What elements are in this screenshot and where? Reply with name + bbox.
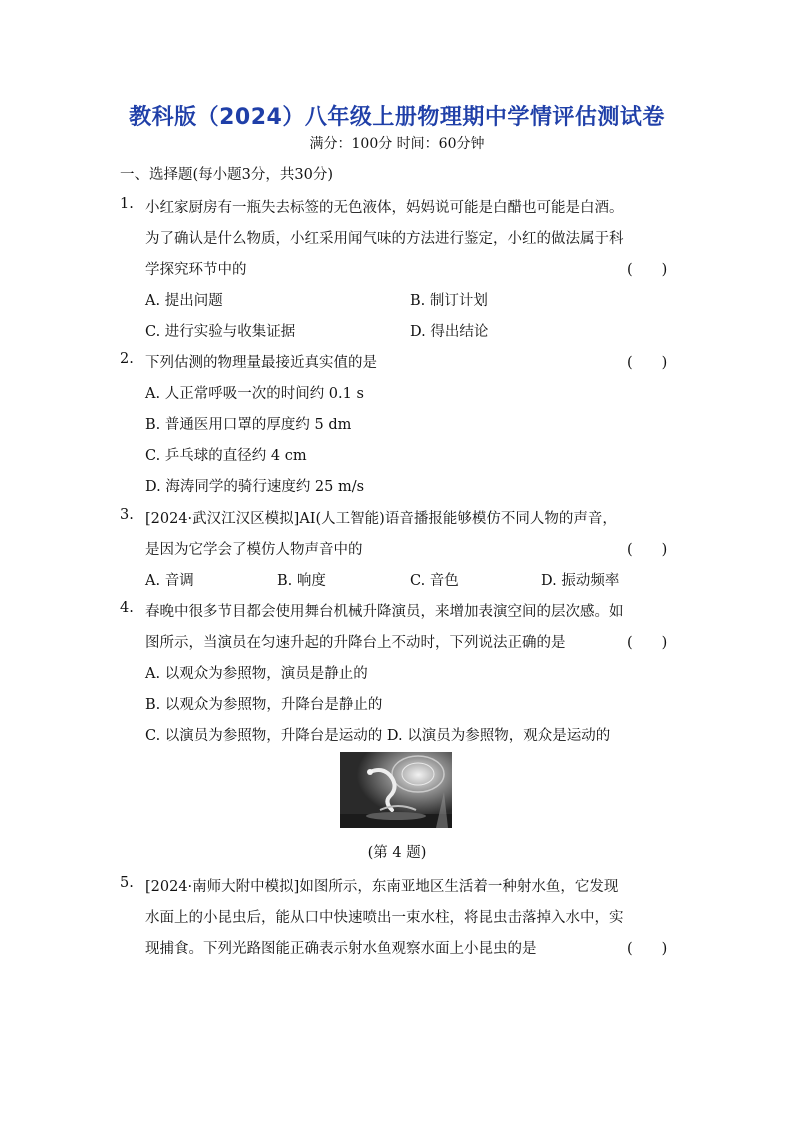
option-a: A. 音调 <box>145 573 194 589</box>
answer-blank: ( ) <box>627 941 668 957</box>
question-number: 1. <box>120 196 134 212</box>
question-number: 4. <box>120 600 134 616</box>
question-number: 3. <box>120 507 134 523</box>
answer-blank: ( ) <box>627 262 668 278</box>
question-text-line: 春晚中很多节目都会使用舞台机械升降演员，来增加表演空间的层次感。如 <box>145 604 624 620</box>
option-b: B. 以观众为参照物，升降台是静止的 <box>145 697 383 713</box>
option-a: A. 人正常呼吸一次的时间约 0.1 s <box>145 386 364 402</box>
option-c: C. 音色 <box>410 573 459 589</box>
option-d: D. 海涛同学的骑行速度约 25 m/s <box>145 479 365 495</box>
option-d: D. 振动频率 <box>541 573 620 589</box>
option-b: B. 制订计划 <box>410 293 488 309</box>
question-text-line: [2024·武汉江汉区模拟]AI(人工智能)语音播报能够模仿不同人物的声音， <box>145 511 617 527</box>
answer-blank: ( ) <box>627 635 668 651</box>
question-text-line: 是因为它学会了模仿人物声音中的 <box>145 542 363 558</box>
option-c-d: C. 以演员为参照物，升降台是运动的 D. 以演员为参照物，观众是运动的 <box>145 728 611 744</box>
question-text-line: 图所示，当演员在匀速升起的升降台上不动时，下列说法正确的是 <box>145 635 566 651</box>
question-text-line: 学探究环节中的 <box>145 262 247 278</box>
option-b: B. 普通医用口罩的厚度约 5 dm <box>145 417 352 433</box>
section-heading: 一、选择题(每小题3分，共30分) <box>120 167 333 183</box>
question-number: 5. <box>120 875 134 891</box>
option-a: A. 提出问题 <box>145 293 223 309</box>
stage-illustration <box>340 752 452 828</box>
question-text-line: 水面上的小昆虫后，能从口中快速喷出一束水柱，将昆虫击落掉入水中，实 <box>145 910 624 926</box>
option-c: C. 进行实验与收集证据 <box>145 324 296 340</box>
question-text-line: 现捕食。下列光路图能正确表示射水鱼观察水面上小昆虫的是 <box>145 941 537 957</box>
figure-caption: (第 4 题) <box>367 845 427 861</box>
answer-blank: ( ) <box>627 355 668 371</box>
exam-info: 满分：100分 时间：60分钟 <box>309 136 485 152</box>
option-c: C. 乒乓球的直径约 4 cm <box>145 448 307 464</box>
question-text-line: 小红家厨房有一瓶失去标签的无色液体，妈妈说可能是白醋也可能是白酒。 <box>145 200 624 216</box>
question-text-line: 为了确认是什么物质，小红采用闻气味的方法进行鉴定，小红的做法属于科 <box>145 231 624 247</box>
question-text-line: 下列估测的物理量最接近真实值的是 <box>145 355 377 371</box>
option-a: A. 以观众为参照物，演员是静止的 <box>145 666 368 682</box>
stage-performance-image <box>340 752 452 828</box>
answer-blank: ( ) <box>627 542 668 558</box>
page-title: 教科版（2024）八年级上册物理期中学情评估测试卷 <box>129 105 665 130</box>
question-text-line: [2024·南师大附中模拟]如图所示，东南亚地区生活着一种射水鱼，它发现 <box>145 879 619 895</box>
option-d: D. 得出结论 <box>410 324 489 340</box>
question-number: 2. <box>120 351 134 367</box>
option-b: B. 响度 <box>277 573 326 589</box>
